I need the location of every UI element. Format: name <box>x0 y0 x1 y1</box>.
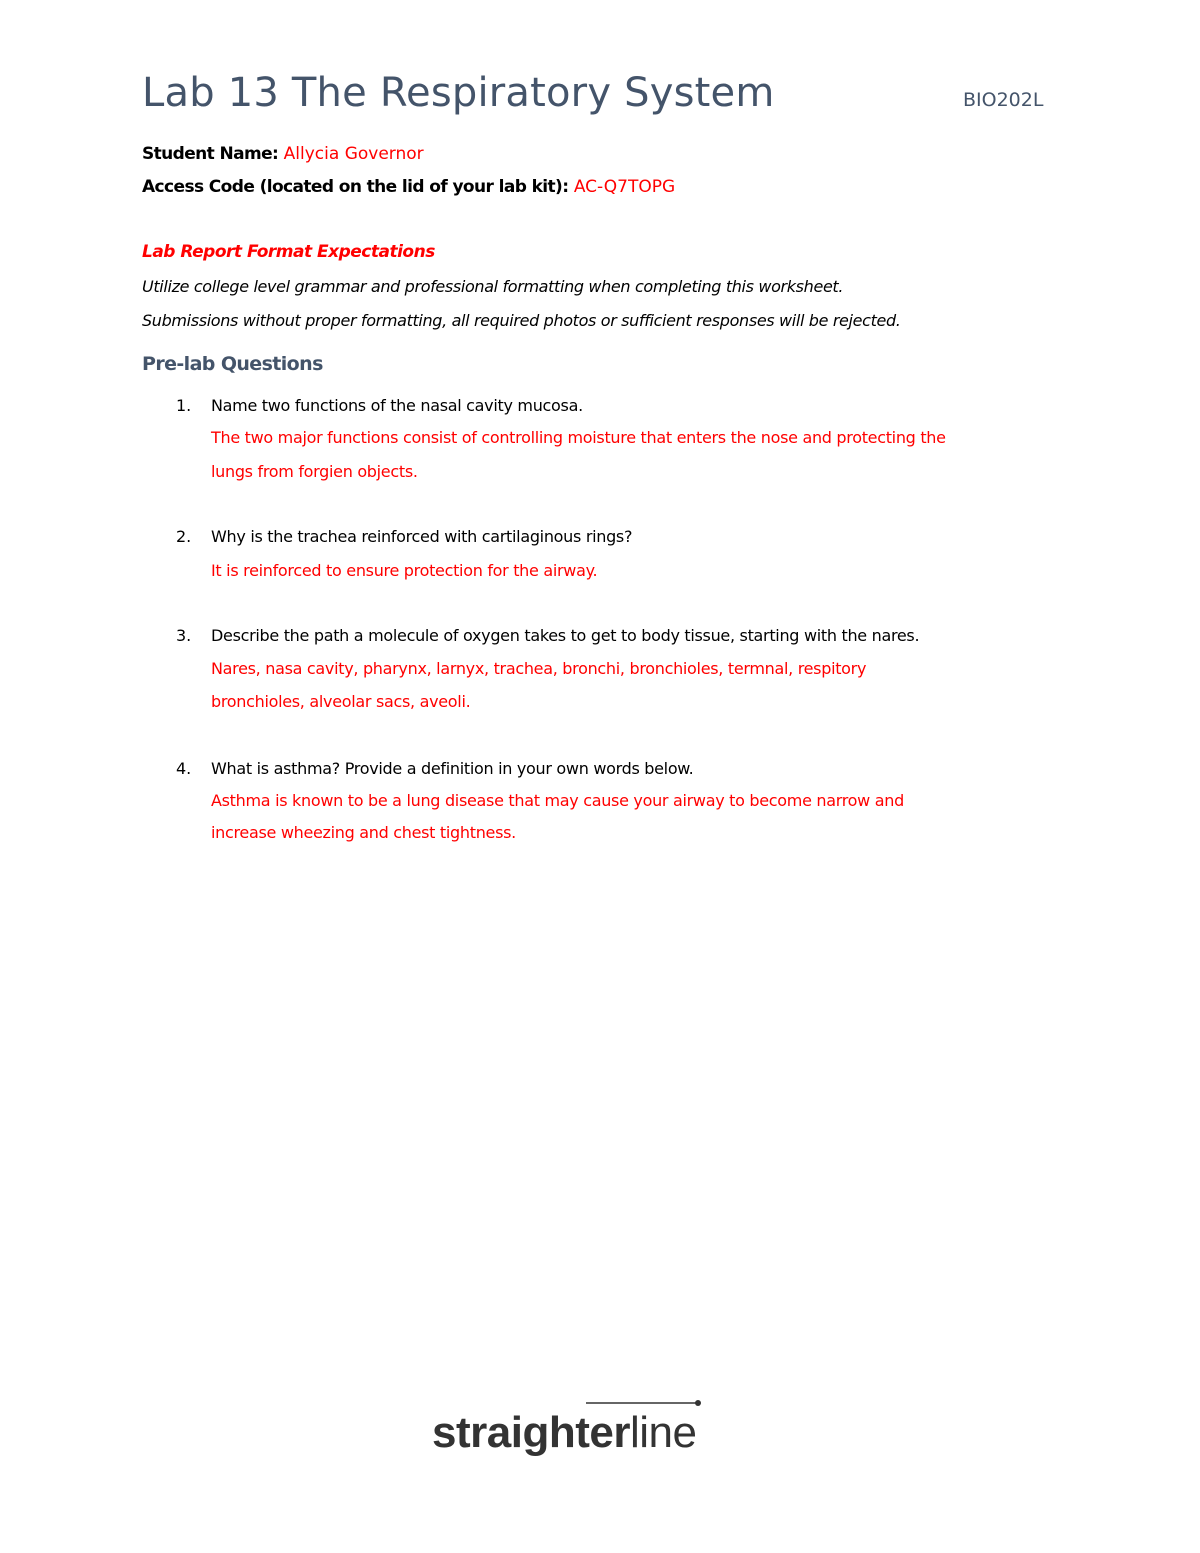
question-number: 2. <box>176 527 192 546</box>
answer-text: Asthma is known to be a lung disease that may cause your airway to become narrow and <box>211 791 904 810</box>
answer-text: bronchioles, alveolar sacs, aveoli. <box>211 692 471 711</box>
straighterline-logo <box>430 1395 760 1465</box>
access-code-line <box>142 177 675 197</box>
logo-text <box>432 1408 696 1457</box>
answer-text: The two major functions consist of controlling moisture that enters the nose and protecting the <box>211 428 946 447</box>
logo-text-light: line <box>629 1408 697 1457</box>
logo-dot <box>695 1400 701 1406</box>
answer-text: It is reinforced to ensure protection for the airway. <box>211 561 598 580</box>
question-number: 3. <box>176 626 192 645</box>
question-text: Why is the trachea reinforced with cartilaginous rings? <box>211 527 633 546</box>
expectations-line: Utilize college level grammar and professional formatting when completing this worksheet. <box>142 277 844 296</box>
question-number: 1. <box>176 396 192 415</box>
question-text: Name two functions of the nasal cavity mucosa. <box>211 396 583 415</box>
student-name-label: Student Name: <box>142 144 279 164</box>
student-name-line <box>142 144 424 164</box>
access-code-value: AC-Q7TOPG <box>573 177 676 197</box>
answer-text: Nares, nasa cavity, pharynx, larnyx, trachea, bronchi, bronchioles, termnal, respitory <box>211 659 867 678</box>
prelab-heading: Pre-lab Questions <box>142 353 323 375</box>
question-text: Describe the path a molecule of oxygen takes to get to body tissue, starting with the nares. <box>211 626 920 645</box>
expectations-heading: Lab Report Format Expectations <box>142 242 435 262</box>
logo-text-bold: straighter <box>432 1408 630 1457</box>
page-title: Lab 13 The Respiratory System <box>142 70 775 116</box>
question-number: 4. <box>176 759 192 778</box>
expectations-line: Submissions without proper formatting, all required photos or sufficient responses will be rejected. <box>142 311 901 330</box>
course-code: BIO202L <box>963 89 1044 111</box>
question-text: What is asthma? Provide a definition in your own words below. <box>211 759 694 778</box>
student-name-value: Allycia Governor <box>283 144 424 164</box>
answer-text: increase wheezing and chest tightness. <box>211 823 516 842</box>
access-code-label: Access Code (located on the lid of your lab kit): <box>142 177 569 197</box>
answer-text: lungs from forgien objects. <box>211 462 418 481</box>
